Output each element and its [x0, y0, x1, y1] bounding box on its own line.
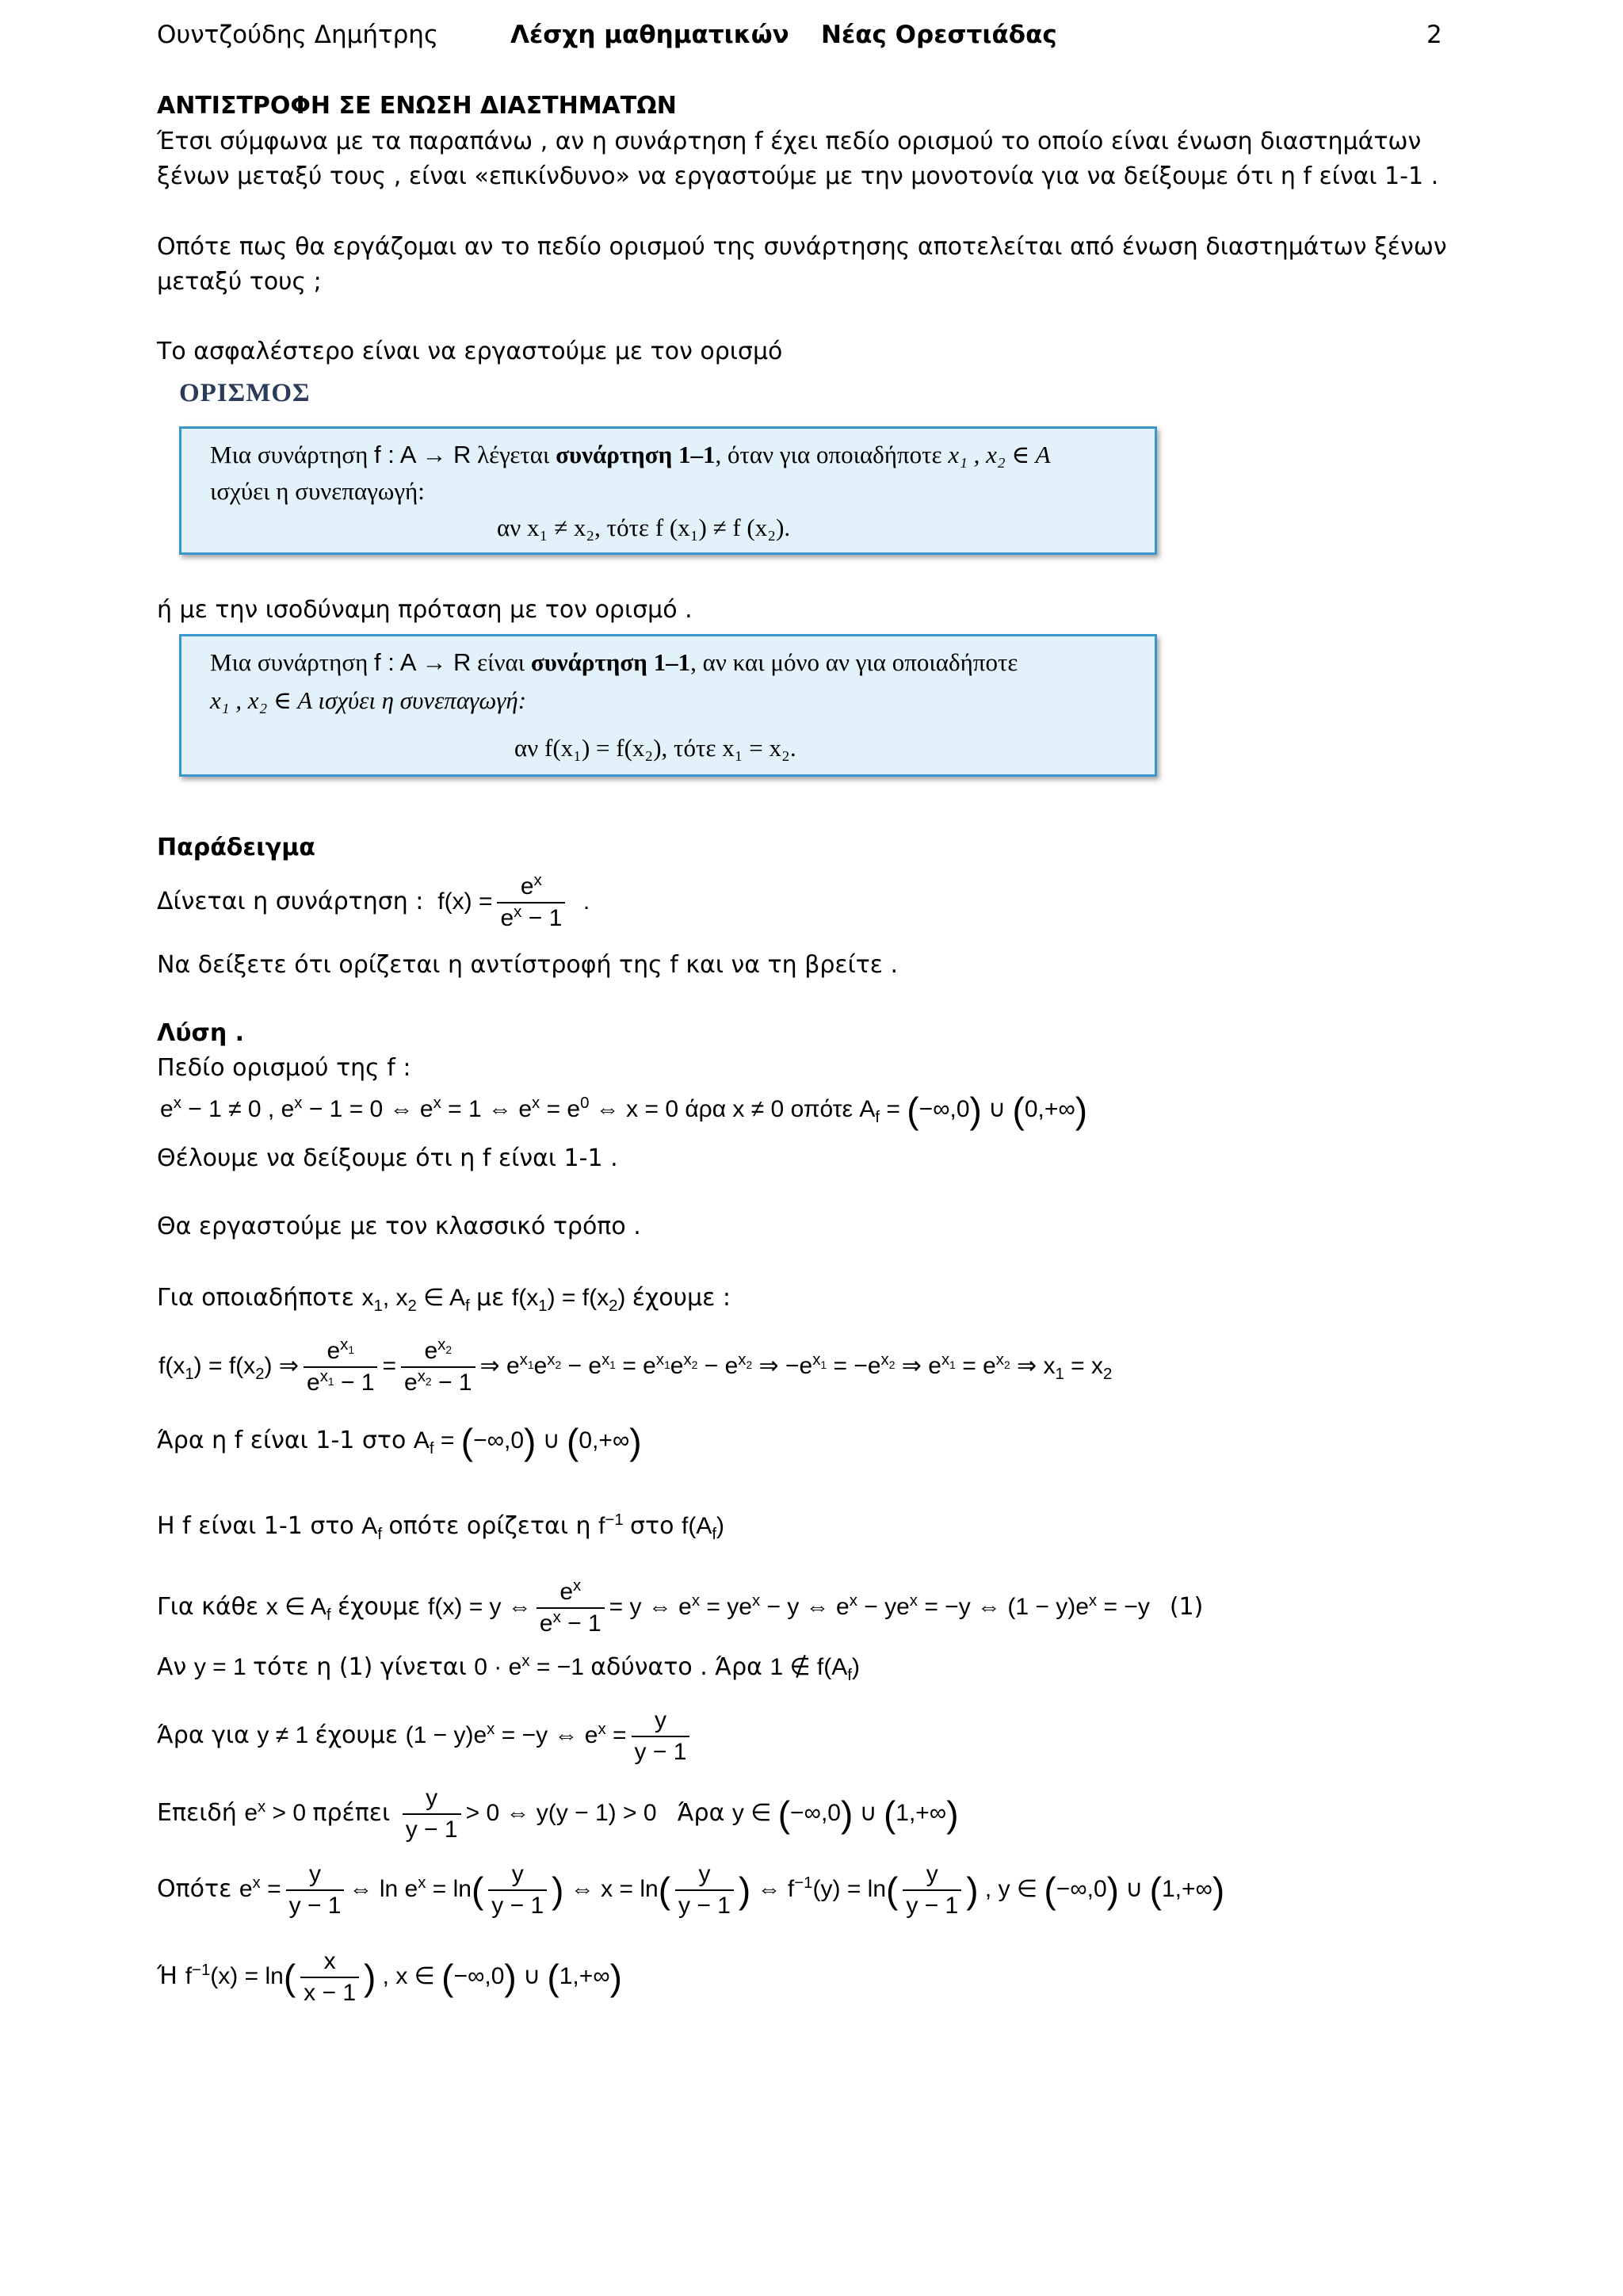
intro-line-3: Οπότε πως θα εργάζομαι αν το πεδίο ορισμού της συνάρτησης αποτελείται από ένωση διαστημάτων ξένων: [157, 233, 1447, 261]
therefore-line: Οπότε $e^x$ = $\frac{y}{y - 1}$ ⇔ $\ln e^x = \ln$( $\frac{y}{y - 1}$ ) ⇔ x = ln( $\frac{y}{y - 1}$ ) ⇔ $f^{-1}(y) = \ln$( $\frac{y}{y - 1}$ ) , y ∈ (−∞,0) ∪ (1,+∞): [157, 1859, 1224, 1921]
intro-line-5: Το ασφαλέστερο είναι να εργαστούμε με τον ορισμό: [157, 338, 783, 365]
if-y-equals-1: Αν y = 1 τότε η (1) γίνεται $0 \cdot e^x = -1$ αδύνατο . Άρα 1 ∉ $f(A_f)$: [157, 1652, 860, 1684]
final-inverse: Ή $f^{-1}(x) = \ln$( $\frac{x}{x - 1}$ ) , x ∈ (−∞,0) ∪ (1,+∞): [157, 1946, 622, 2008]
function-formula: f(x) = $\frac{e^x}{e^x - 1}$ .: [431, 888, 590, 915]
definition-1-line-2: ισχύει η συνεπαγωγή:: [210, 477, 425, 505]
inverse-defined: Η f είναι 1-1 στο $A_f$ οπότε ορίζεται η $f^{-1}$ στο $f(A_f)$: [157, 1511, 725, 1543]
header-page-number: 2: [1426, 21, 1442, 49]
domain-derivation: $e^x - 1 \ne 0$ , $e^x - 1 = 0$ ⇔ $e^x = 1$ ⇔ $e^x = e^0$ ⇔ x = 0 άρα x ≠ 0 οπότε $A_f = (-\infty,0)$ ∪ (0,+∞): [160, 1090, 1088, 1132]
example-task: Να δείξετε ότι ορίζεται η αντίστροφή της f και να τη βρείτε .: [157, 951, 899, 979]
definition-2-line-2: x₁ , x₂ ∈ A ισχύει η συνεπαγωγή:: [210, 686, 527, 714]
example-given: Δίνεται η συνάρτηση : f(x) = $\frac{e^x}{e^x - 1}$ .: [157, 872, 590, 934]
header-city: Νέας Ορεστιάδας: [821, 21, 1057, 49]
example-title: Παράδειγμα: [157, 834, 315, 861]
header-club: Λέσχη μαθηματικών: [510, 21, 789, 49]
classic-way: Θα εργαστούμε με τον κλασσικό τρόπο .: [157, 1213, 641, 1240]
definition-1-line-1: Μια συνάρτηση f : A → R λέγεται συνάρτηση 1–1, όταν για οποιαδήποτε x₁ , x₂ ∈ A: [210, 441, 1051, 468]
section-title: ΑΝΤΙΣΤΡΟΦΗ ΣΕ ΕΝΩΣΗ ΔΙΑΣΤΗΜΑΤΩΝ: [157, 92, 677, 120]
definition-2-line-1: Μια συνάρτηση f : A → R είναι συνάρτηση 1–1, αν και μόνο αν για οποιαδήποτε: [210, 648, 1018, 676]
intro-line-2: ξένων μεταξύ τους , είναι «επικίνδυνο» να εργαστούμε με την μονοτονία για να δείξουμε ότι η f είναι 1-1 .: [157, 162, 1439, 190]
between-text: ή με την ισοδύναμη πρόταση με τον ορισμό .: [157, 596, 693, 624]
conclusion-11: Άρα η f είναι 1-1 στο $A_f = (-\infty,0)$ ∪ (0,+∞): [157, 1421, 642, 1463]
for-each-line: Για κάθε x ∈ $A_f$ έχουμε f(x) = y ⇔ $\frac{e^x}{e^x - 1}$ = y ⇔ $e^x = ye^x - y$ ⇔ $e^x - ye^x = -y$ ⇔ $(1 - y)e^x = -y$ (1): [157, 1577, 1203, 1639]
injectivity-derivation: $f(x_1) = f(x_2)$ ⇒ $\frac{e^{x_1}}{e^{x_1} - 1}$ = $\frac{e^{x_2}}{e^{x_2} - 1}$ ⇒ $e^{x_1}e^{x_2} - e^{x_1} = e^{x_1}e^{x_2} - e^{x_2}$ ⇒ $-e^{x_1} = -e^{x_2}$ ⇒ $e^{x_1} = e^{x_2}$ ⇒ $x_1 = x_2$: [158, 1336, 1112, 1398]
want-show: Θέλουμε να δείξουμε ότι η f είναι 1-1 .: [157, 1144, 618, 1172]
since-positive: Επειδή $e^x > 0$ πρέπει $\frac{y}{y - 1}$ > 0 ⇔ y(y − 1) > 0 Άρα y ∈ (−∞,0) ∪ (1,+∞): [157, 1783, 959, 1845]
definition-box-1: [179, 426, 1157, 555]
definition-box-2: [179, 634, 1157, 777]
header-author: Ουντζούδης Δημήτρης: [157, 21, 439, 49]
definition-2-line-3: αν f(x₁) = f(x₂), τότε x₁ = x₂.: [514, 734, 796, 762]
definition-1-line-3: αν x₁ ≠ x₂, τότε f (x₁) ≠ f (x₂).: [497, 514, 791, 541]
intro-line-1: Έτσι σύμφωνα με τα παραπάνω , αν η συνάρτηση f έχει πεδίο ορισμού το οποίο είναι ένωση διαστημάτων: [157, 128, 1422, 155]
intro-line-4: μεταξύ τους ;: [157, 268, 322, 296]
solution-title: Λύση .: [157, 1019, 245, 1047]
for-any-line: Για οποιαδήποτε $x_1$, $x_2$ ∈ $A_f$ με $f(x_1) = f(x_2)$ έχουμε :: [157, 1284, 731, 1315]
definition-heading: ΟΡΙΣΜΟΣ: [179, 379, 311, 407]
so-for-y-not-1: Άρα για y ≠ 1 έχουμε $(1 - y)e^x = -y$ ⇔ $e^x$ = $\frac{y}{y - 1}$: [157, 1706, 694, 1767]
domain-label: Πεδίο ορισμού της f :: [157, 1054, 411, 1082]
